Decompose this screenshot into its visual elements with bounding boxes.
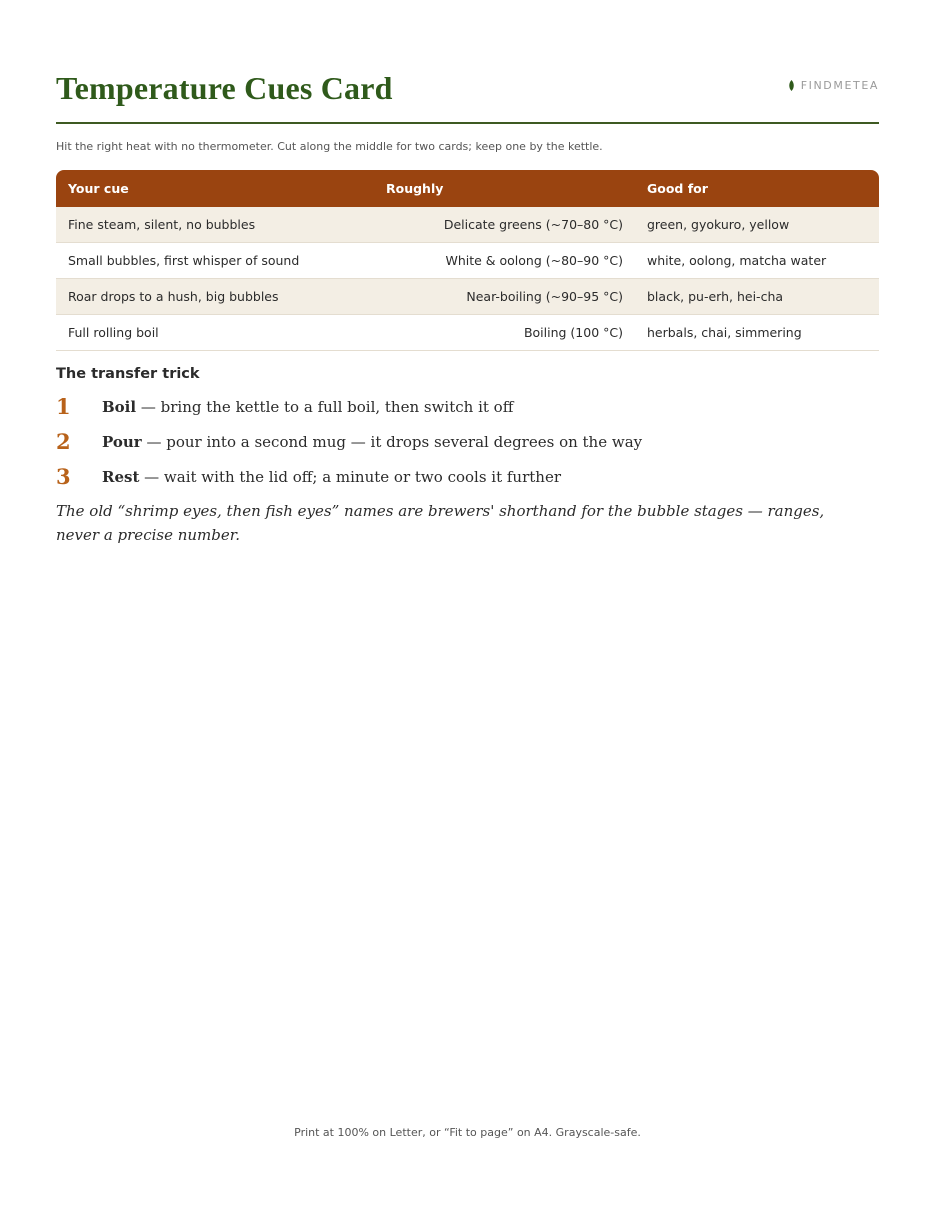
print-instructions: Print at 100% on Letter, or “Fit to page” on A4. Grayscale-safe. [294,1126,641,1139]
good-for-cell: white, oolong, matcha water [635,243,879,279]
page-title: Temperature Cues Card [56,70,393,106]
good-for-cell: black, pu-erh, hei-cha [635,279,879,315]
brand-name: FINDMETEA [800,79,879,92]
subtitle: Hit the right heat with no thermometer. Cut along the middle for two cards; keep one by the kettle. [56,140,603,153]
step-description: — pour into a second mug — it drops several degrees on the way [141,433,643,451]
table-row [56,207,879,243]
column-header-good-for: Good for [647,181,708,196]
transfer-steps-list [56,392,879,497]
column-header-cue: Your cue [68,181,129,196]
table-row [56,279,879,315]
range-cell: Near-boiling (~90–95 °C) [374,279,635,315]
range-cell: White & oolong (~80–90 °C) [374,243,635,279]
step-text [102,433,642,451]
table-row [56,315,879,351]
good-for-cell: green, gyokuro, yellow [635,207,879,243]
range-cell: Delicate greens (~70–80 °C) [374,207,635,243]
step-description: — wait with the lid off; a minute or two cools it further [139,468,562,486]
table-header-row [56,170,879,207]
cue-cell: Full rolling boil [56,315,374,351]
cue-cell: Small bubbles, first whisper of sound [56,243,374,279]
transfer-section-title: The transfer trick [56,366,200,382]
good-for-cell: herbals, chai, simmering [635,315,879,351]
step-number: 2 [56,429,71,454]
list-item [56,392,879,427]
step-number: 3 [56,464,71,489]
cue-cell: Roar drops to a hush, big bubbles [56,279,374,315]
list-item [56,462,879,497]
step-description: — bring the kettle to a full boil, then switch it off [136,398,514,416]
step-label: Pour [102,433,142,451]
step-label: Rest [102,468,140,486]
step-number: 1 [56,394,71,419]
range-cell: Boiling (100 °C) [374,315,635,351]
list-item [56,427,879,462]
leaf-icon [788,80,795,91]
cue-cell: Fine steam, silent, no bubbles [56,207,374,243]
table-row [56,243,879,279]
temperature-cues-table [56,170,879,351]
brand-mark [788,79,879,92]
step-text [102,468,561,486]
bubble-stages-note: The old “shrimp eyes, then fish eyes” names are brewers' shorthand for the bubble stages — ranges, never a precise number. [56,502,825,544]
column-header-roughly: Roughly [386,181,444,196]
step-text [102,398,513,416]
card-header [56,68,879,124]
step-label: Boil [102,398,137,416]
